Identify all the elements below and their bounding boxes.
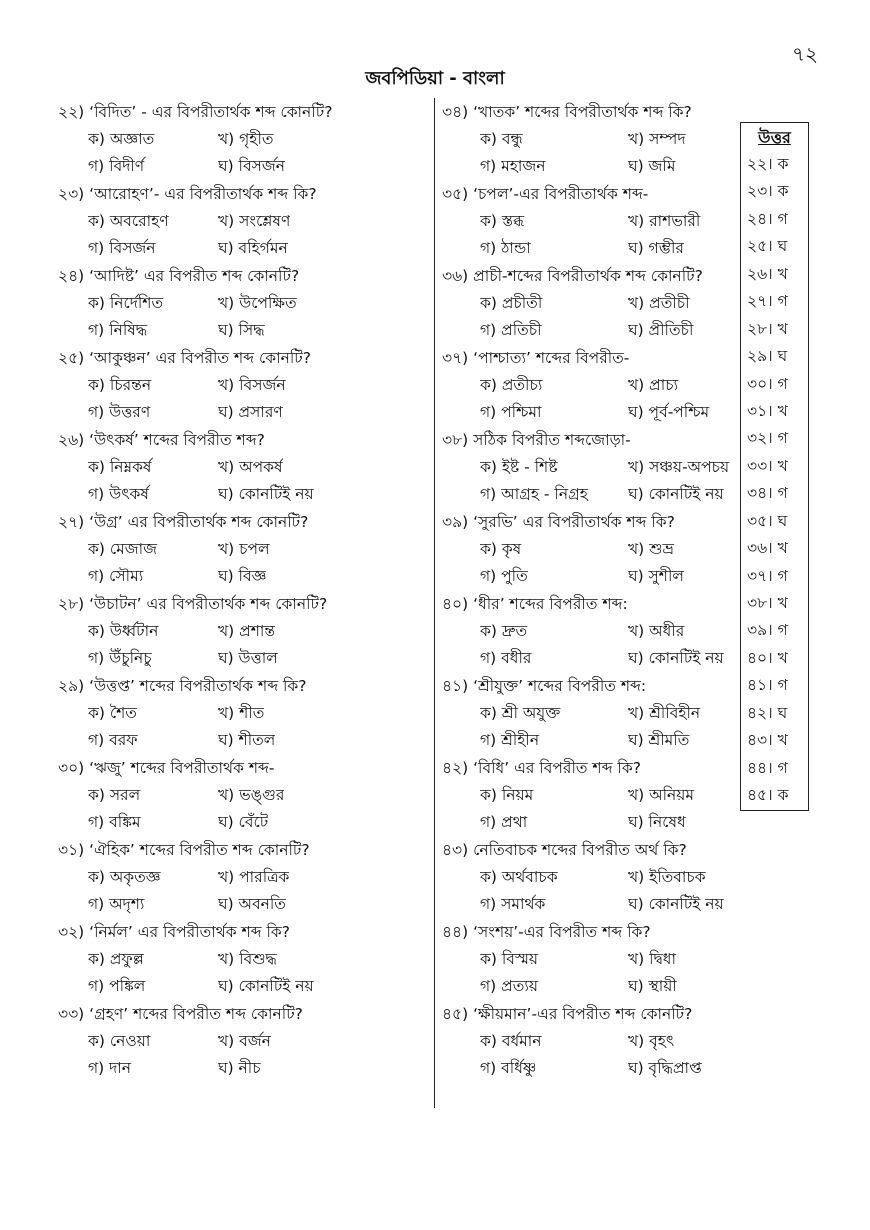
option-row [58, 563, 430, 590]
option: ঘ) গম্ভীর [628, 239, 684, 257]
question-line [442, 590, 742, 618]
option-row [58, 891, 430, 918]
option: খ) বৃহৎ [628, 1032, 675, 1050]
option: ক) অকৃতজ্ঞ [88, 868, 161, 886]
option-row [442, 645, 742, 672]
question-line [442, 918, 742, 946]
question-stem: ‘ঐহিক’ শব্দের বিপরীত শব্দ কোনটি? [89, 841, 310, 859]
left-question-column [58, 98, 430, 1082]
question-line [442, 344, 742, 372]
option: ক) কৃষ [480, 540, 522, 558]
option: ক) বর্ধমান [480, 1032, 542, 1050]
option-row [442, 454, 742, 481]
question-stem: ‘সংশয়’-এর বিপরীত শব্দ কি? [473, 923, 651, 941]
question-number: ৪০) [442, 595, 469, 613]
question-stem: ‘উৎকর্ষ’ শব্দের বিপরীত শব্দ? [89, 431, 265, 449]
option: ক) স্তব্ধ [480, 212, 525, 230]
option: গ) প্রতিচী [480, 321, 542, 339]
question-item [58, 672, 430, 754]
question-stem: সঠিক বিপরীত শব্দজোড়া- [473, 431, 631, 449]
answer-item: ৩৯। গ [747, 621, 788, 640]
option: খ) রাশভারী [628, 212, 701, 230]
option-row [442, 208, 742, 235]
option: খ) শুভ্র [628, 540, 674, 558]
option: ক) বিস্ময় [480, 950, 539, 968]
question-line [58, 262, 430, 290]
question-item [58, 426, 430, 508]
option: গ) বধীর [480, 649, 532, 667]
question-stem: ‘শ্রীযুক্ত’ শব্দের বিপরীত শব্দ: [473, 677, 647, 695]
option: খ) প্রশান্ত [218, 622, 276, 640]
question-item [58, 1000, 430, 1082]
option: গ) পুতি [480, 567, 528, 585]
answer-item: ৩০। গ [747, 374, 788, 393]
option: ক) অবরোহণ [88, 212, 169, 230]
option-row [442, 891, 742, 918]
question-stem: ‘খাতক’ শব্দের বিপরীতার্থক শব্দ কি? [473, 103, 692, 121]
option: ঘ) সিদ্ধ [218, 321, 265, 339]
option-row [58, 946, 430, 973]
answer-item: ২৬। খ [747, 264, 788, 283]
question-stem: ‘ক্ষীয়মান’-এর বিপরীত শব্দ কোনটি? [473, 1005, 693, 1023]
answer-key-title: উত্তর [758, 128, 791, 147]
question-item [442, 426, 742, 508]
question-stem: ‘পাশ্চাত্য’ শব্দের বিপরীত- [473, 349, 630, 367]
option: খ) প্রাচ্য [628, 376, 679, 394]
option: ক) নেওয়া [88, 1032, 151, 1050]
question-number: ৩৭) [442, 349, 469, 367]
option: ঘ) প্রসারণ [218, 403, 283, 421]
question-item [442, 590, 742, 672]
question-item [58, 98, 430, 180]
question-stem: প্রাচী-শব্দের বিপরীতার্থক শব্দ কোনটি? [473, 267, 703, 285]
question-stem: নেতিবাচক শব্দের বিপরীত অর্থ কি? [473, 841, 687, 859]
option: ঘ) অবনতি [218, 895, 286, 913]
answer-item: ৪৫। ক [747, 786, 789, 805]
option: ক) প্রফুল্ল [88, 950, 144, 968]
option-row [58, 153, 430, 180]
option-row [442, 700, 742, 727]
answer-item: ২৮। খ [747, 319, 788, 338]
option: ক) শৈত [88, 704, 137, 722]
question-item [442, 98, 742, 180]
answer-item: ২৪। গ [747, 209, 788, 228]
question-item [58, 262, 430, 344]
option: ঘ) কোনটিই নয় [628, 649, 724, 667]
question-stem: ‘সুরভি’ এর বিপরীতার্থক শব্দ কি? [473, 513, 675, 531]
question-item [58, 508, 430, 590]
answer-item: ৪৩। খ [747, 731, 788, 750]
option: ঘ) বিজ্ঞ [218, 567, 267, 585]
option-row [442, 126, 742, 153]
option: ঘ) বেঁটে [218, 813, 269, 831]
answer-item: ৪১। গ [747, 676, 788, 695]
page-title: জবপিডিয়া - বাংলা [365, 68, 505, 89]
answer-key-list [741, 151, 808, 810]
answer-item: ৪০। খ [747, 648, 788, 667]
question-item [442, 1000, 742, 1082]
option: খ) অপকর্ষ [218, 458, 283, 476]
question-line [442, 508, 742, 536]
option: গ) উৎকর্ষ [88, 485, 149, 503]
question-item [58, 754, 430, 836]
option: ক) চিরন্তন [88, 376, 152, 394]
question-line [58, 344, 430, 372]
option: গ) বিদীর্ণ [88, 157, 145, 175]
option-row [442, 809, 742, 836]
option: ক) শ্রী অযুক্ত [480, 704, 561, 722]
option: ঘ) নিষেধ [628, 813, 686, 831]
question-number: ৪২) [442, 759, 469, 777]
option: খ) বিশুদ্ধ [218, 950, 277, 968]
option: ঘ) স্থায়ী [628, 977, 677, 995]
answer-item: ৩৮। খ [747, 594, 788, 612]
option: ক) অজ্ঞাত [88, 130, 155, 148]
option: খ) প্রতীচী [628, 294, 690, 312]
option-row [58, 618, 430, 645]
question-line [58, 98, 430, 126]
option-row [58, 454, 430, 481]
question-stem: ‘গ্রহণ’ শব্দের বিপরীত শব্দ কোনটি? [89, 1005, 303, 1023]
option: ঘ) কোনটিই নয় [628, 895, 724, 913]
question-line [442, 180, 742, 208]
option: খ) বিসর্জন [218, 376, 286, 394]
question-stem: ‘উচাটন’ এর বিপরীতার্থক শব্দ কোনটি? [89, 595, 328, 613]
question-item [442, 754, 742, 836]
question-item [58, 180, 430, 262]
option: গ) বরফ [88, 731, 138, 749]
option: খ) বর্জন [218, 1032, 271, 1050]
option: গ) প্রত্যয় [480, 977, 538, 995]
question-item [58, 918, 430, 1000]
option-row [442, 317, 742, 344]
option: ঘ) কোনটিই নয় [628, 485, 724, 503]
option: ক) নিয়ম [480, 786, 534, 804]
question-line [58, 918, 430, 946]
answer-item: ২৭। গ [747, 292, 788, 311]
question-item [442, 918, 742, 1000]
option: ক) নির্দেশিত [88, 294, 164, 312]
question-line [58, 836, 430, 864]
option: ঘ) বিসর্জন [218, 157, 285, 175]
question-line [58, 672, 430, 700]
answer-item: ৩১। খ [747, 401, 788, 420]
option-row [442, 536, 742, 563]
question-number: ৪৫) [442, 1005, 469, 1023]
answer-item: ৪৪। গ [747, 758, 788, 777]
option: গ) প্রথা [480, 813, 528, 831]
question-number: ৩৫) [442, 185, 469, 203]
option: ঘ) প্রীতিচী [628, 321, 694, 339]
question-line [58, 508, 430, 536]
option: খ) পারত্রিক [218, 868, 290, 886]
option: ক) সরল [88, 786, 141, 804]
question-number: ২৫) [58, 349, 85, 367]
option: ঘ) বহির্গমন [218, 239, 288, 257]
question-stem: ‘আদিষ্ট’ এর বিপরীত শব্দ কোনটি? [89, 267, 300, 285]
answer-item: ২৩। ক [747, 182, 789, 201]
question-stem: ‘ঋজু’ শব্দের বিপরীতার্থক শব্দ- [89, 759, 275, 777]
option: গ) নিষিদ্ধ [88, 321, 148, 339]
question-number: ৩৩) [58, 1005, 85, 1023]
option-row [442, 153, 742, 180]
option: গ) ঠান্ডা [480, 239, 531, 257]
question-number: ৩৪) [442, 103, 469, 121]
option-row [58, 536, 430, 563]
option: ঘ) শীতল [218, 731, 276, 749]
option: গ) বঙ্কিম [88, 813, 141, 831]
option: ঘ) জমি [628, 157, 676, 175]
question-number: ২৭) [58, 513, 85, 531]
option-row [442, 399, 742, 426]
option-row [58, 1028, 430, 1055]
option: খ) সংশ্লেষণ [218, 212, 291, 230]
question-item [442, 672, 742, 754]
question-stem: ‘চপল’-এর বিপরীতার্থক শব্দ- [473, 185, 649, 203]
option: ঘ) কোনটিই নয় [218, 977, 314, 995]
option-row [442, 481, 742, 508]
question-item [442, 344, 742, 426]
option: গ) পঙ্কিল [88, 977, 146, 995]
option: গ) আগ্রহ - নিগ্রহ [480, 485, 588, 503]
question-stem: ‘আকুঞ্চন’ এর বিপরীত শব্দ কোনটি? [89, 349, 311, 367]
answer-item: ২৫। ঘ [747, 237, 788, 256]
option-row [58, 782, 430, 809]
option: গ) দান [88, 1059, 132, 1077]
question-number: ৩৮) [442, 431, 469, 449]
answer-item: ৩৭। গ [747, 566, 788, 585]
option-row [58, 809, 430, 836]
answer-item: ৩৫। ঘ [747, 511, 788, 530]
option-row [58, 399, 430, 426]
question-line [442, 1000, 742, 1028]
option: গ) সমার্থক [480, 895, 546, 913]
question-number: ২৮) [58, 595, 85, 613]
question-item [442, 262, 742, 344]
question-item [442, 180, 742, 262]
option-row [58, 481, 430, 508]
option: ক) মেজাজ [88, 540, 157, 558]
option-row [442, 864, 742, 891]
option: খ) উপেক্ষিত [218, 294, 297, 312]
option-row [58, 973, 430, 1000]
option: গ) শ্রীহীন [480, 731, 540, 749]
option: ঘ) নীচ [218, 1059, 261, 1077]
option: খ) ভঙ্গুর [218, 786, 285, 804]
question-number: ২২) [58, 103, 85, 121]
option: ক) ইষ্ট - শিষ্ট [480, 458, 558, 476]
option-row [442, 1055, 742, 1082]
question-stem: ‘ধীর’ শব্দের বিপরীত শব্দ: [473, 595, 628, 613]
page-number: ৭২ [791, 42, 818, 66]
question-line [442, 426, 742, 454]
option-row [442, 973, 742, 1000]
question-item [442, 508, 742, 590]
option: খ) সম্পদ [628, 130, 686, 148]
option: খ) ইতিবাচক [628, 868, 706, 886]
option: গ) পশ্চিমা [480, 403, 542, 421]
option-row [442, 372, 742, 399]
option-row [58, 864, 430, 891]
option-row [58, 317, 430, 344]
answer-item: ৩৪। গ [747, 484, 788, 503]
question-line [58, 754, 430, 782]
question-line [442, 836, 742, 864]
question-number: ৩১) [58, 841, 85, 859]
option-row [58, 372, 430, 399]
option: খ) অনিয়ম [628, 786, 695, 804]
answer-item: ৩৩। খ [747, 456, 788, 475]
option: খ) গৃহীত [218, 130, 274, 148]
option: খ) শ্রীবিহীন [628, 704, 701, 722]
option-row [58, 1055, 430, 1082]
option: ক) নিম্নকর্ষ [88, 458, 152, 476]
option-row [442, 235, 742, 262]
option: ঘ) পূর্ব-পশ্চিম [628, 403, 710, 421]
question-line [442, 672, 742, 700]
option: ক) বন্ধু [480, 130, 523, 148]
option: ঘ) সুশীল [628, 567, 684, 585]
option-row [58, 727, 430, 754]
option: ক) প্রতীচ্য [480, 376, 543, 394]
option: খ) চপল [218, 540, 270, 558]
question-number: ৪১) [442, 677, 469, 695]
question-line [442, 262, 742, 290]
question-item [58, 344, 430, 426]
question-stem: ‘নির্মল’ এর বিপরীতার্থক শব্দ কি? [89, 923, 290, 941]
option-row [442, 782, 742, 809]
answer-item: ৩৬। খ [747, 539, 788, 558]
option: গ) সৌম্য [88, 567, 144, 585]
question-item [58, 590, 430, 672]
option: গ) মহাজন [480, 157, 546, 175]
option: গ) বিসর্জন [88, 239, 156, 257]
option: ক) প্রচীতী [480, 294, 543, 312]
question-line [58, 590, 430, 618]
option-row [58, 290, 430, 317]
answer-item: ৩২। গ [747, 429, 788, 448]
option-row [442, 1028, 742, 1055]
answer-item: ২৯। ঘ [747, 347, 788, 366]
question-number: ৩৯) [442, 513, 469, 531]
option: খ) সঞ্চয়-অপচয় [628, 458, 730, 476]
right-question-column [442, 98, 742, 1082]
question-number: ৩৬) [442, 267, 469, 285]
option: খ) শীত [218, 704, 265, 722]
option-row [442, 563, 742, 590]
option: খ) দ্বিধা [628, 950, 676, 968]
answer-item: ৪২। ঘ [747, 703, 788, 722]
question-number: ২৬) [58, 431, 85, 449]
option-row [58, 126, 430, 153]
question-number: ২৩) [58, 185, 85, 203]
option-row [442, 618, 742, 645]
option: গ) উঁচুনিচু [88, 649, 152, 667]
question-number: ২৯) [58, 677, 85, 695]
option-row [442, 946, 742, 973]
column-divider [434, 98, 435, 1108]
question-stem: ‘উগ্র’ এর বিপরীতার্থক শব্দ কোনটি? [89, 513, 309, 531]
question-line [442, 98, 742, 126]
question-line [58, 426, 430, 454]
question-number: ৩০) [58, 759, 85, 777]
option-row [442, 290, 742, 317]
option-row [442, 727, 742, 754]
option: খ) অধীর [628, 622, 685, 640]
question-number: ৩২) [58, 923, 85, 941]
answer-key-box [740, 122, 809, 811]
question-line [58, 180, 430, 208]
answer-item: ২২। ক [747, 155, 789, 173]
question-line [442, 754, 742, 782]
question-stem: ‘আরোহণ’- এর বিপরীতার্থক শব্দ কি? [89, 185, 317, 203]
question-item [442, 836, 742, 918]
option: গ) অদৃশ্য [88, 895, 145, 913]
option-row [58, 235, 430, 262]
question-number: ৪৩) [442, 841, 469, 859]
question-number: ২৪) [58, 267, 85, 285]
question-stem: ‘বিদিত’ - এর বিপরীতার্থক শব্দ কোনটি? [89, 103, 333, 121]
option: গ) উত্তরণ [88, 403, 151, 421]
question-number: ৪৪) [442, 923, 469, 941]
question-stem: ‘বিধি’ এর বিপরীত শব্দ কি? [473, 759, 641, 777]
option-row [58, 700, 430, 727]
option: গ) বর্ধিষ্ণু [480, 1059, 537, 1077]
option: ক) উর্ধ্বটান [88, 622, 159, 640]
option: ঘ) শ্রীমতি [628, 731, 690, 749]
question-item [58, 836, 430, 918]
option: ঘ) কোনটিই নয় [218, 485, 314, 503]
option: ঘ) উত্তাল [218, 649, 278, 667]
question-line [58, 1000, 430, 1028]
option-row [58, 208, 430, 235]
option: ক) অর্থবাচক [480, 868, 558, 886]
question-stem: ‘উত্তপ্ত’ শব্দের বিপরীতার্থক শব্দ কি? [89, 677, 307, 695]
option: ঘ) বৃদ্ধিপ্রাপ্ত [628, 1059, 702, 1077]
option-row [58, 645, 430, 672]
option: ক) দ্রুত [480, 622, 528, 640]
